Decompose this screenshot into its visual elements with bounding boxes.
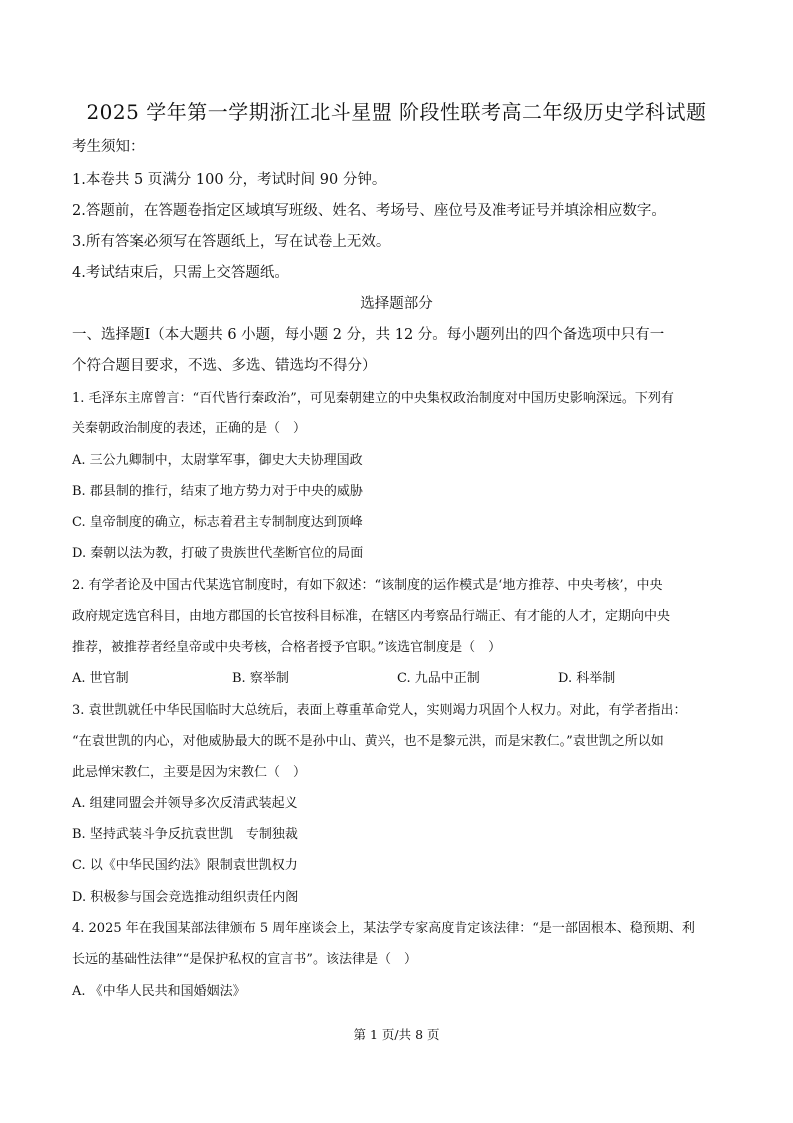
option-a: A. 《中华人民共和国婚姻法》 (72, 984, 246, 999)
question-stem: 4. 2025 年在我国某部法律颁布 5 周年座谈会上，某法学专家高度肯定该法律：“是一部固根本、稳预期、利 (72, 921, 695, 936)
question-stem: 2. 有学者论及中国古代某选官制度时，有如下叙述：“该制度的运作模式是‘地方推荐、中央考核’，中央 (72, 578, 663, 593)
notice-heading: 考生须知： (72, 139, 145, 155)
option-d: D. 秦朝以法为教，打破了贵族世代垄断官位的局面 (72, 546, 364, 561)
option-b: B. 坚持武装斗争反抗袁世凯 专制独裁 (72, 827, 298, 842)
question-stem: 政府规定选官科目，由地方郡国的长官按科目标准，在辖区内考察品行端正、有才能的人才，定期向中央 (72, 609, 671, 624)
question-stem: 推荐，被推荐者经皇帝或中央考核，合格者授予官职。”该选官制度是（ ） (72, 640, 502, 655)
option-a: A. 组建同盟会并领导多次反清武装起义 (72, 796, 298, 811)
notice-item: 2.答题前，在答题卷指定区域填写班级、姓名、考场号、座位号及准考证号并填涂相应数字。 (72, 203, 666, 219)
notice-item: 3.所有答案必须写在答题纸上，写在试卷上无效。 (72, 234, 391, 250)
option-d: D. 积极参与国会竞选推动组织责任内阁 (72, 890, 299, 905)
exam-title: 2025 学年第一学期浙江北斗星盟 阶段性联考高二年级历史学科试题 (86, 100, 707, 124)
part-heading: 一、选择题Ⅰ（本大题共 6 小题，每小题 2 分，共 12 分。每小题列出的四个备选项中只有一 (72, 327, 665, 343)
option-c: C. 以《中华民国约法》限制袁世凯权力 (72, 858, 298, 873)
option-a: A. 世官制 (72, 671, 129, 686)
question-stem: 长远的基础性法律”“是保护私权的宣言书”。该法律是（ ） (72, 952, 417, 967)
question-stem: 此忌惮宋教仁，主要是因为宋教仁（ ） (72, 765, 307, 780)
notice-item: 1.本卷共 5 页满分 100 分，考试时间 90 分钟。 (72, 172, 387, 188)
option-b: B. 察举制 (232, 671, 289, 686)
question-stem: “在袁世凯的内心，对他威胁最大的既不是孙中山、黄兴，也不是黎元洪，而是宋教仁。”袁世凯之所以如 (72, 734, 664, 749)
option-c: C. 皇帝制度的确立，标志着君主专制制度达到顶峰 (72, 515, 363, 530)
option-d: D. 科举制 (558, 671, 616, 686)
question-stem: 1. 毛泽东主席曾言：“百代皆行秦政治”，可见秦朝建立的中央集权政治制度对中国历史影响深远。下列有 (72, 391, 674, 406)
page-footer: 第 1 页/共 8 页 (353, 1027, 440, 1042)
notice-item: 4.考试结束后，只需上交答题纸。 (72, 265, 289, 281)
option-a: A. 三公九卿制中，太尉掌军事，御史大夫协理国政 (72, 453, 363, 468)
option-c: C. 九品中正制 (397, 671, 480, 686)
section-title: 选择题部分 (360, 296, 433, 312)
question-stem: 3. 袁世凯就任中华民国临时大总统后，表面上尊重革命党人，实则竭力巩固个人权力。对此，有学者指出： (72, 703, 687, 718)
question-stem: 关秦朝政治制度的表述，正确的是（ ） (72, 421, 307, 436)
option-b: B. 郡县制的推行，结束了地方势力对于中央的威胁 (72, 484, 363, 499)
part-heading: 个符合题目要求，不选、多选、错选均不得分） (72, 358, 377, 374)
